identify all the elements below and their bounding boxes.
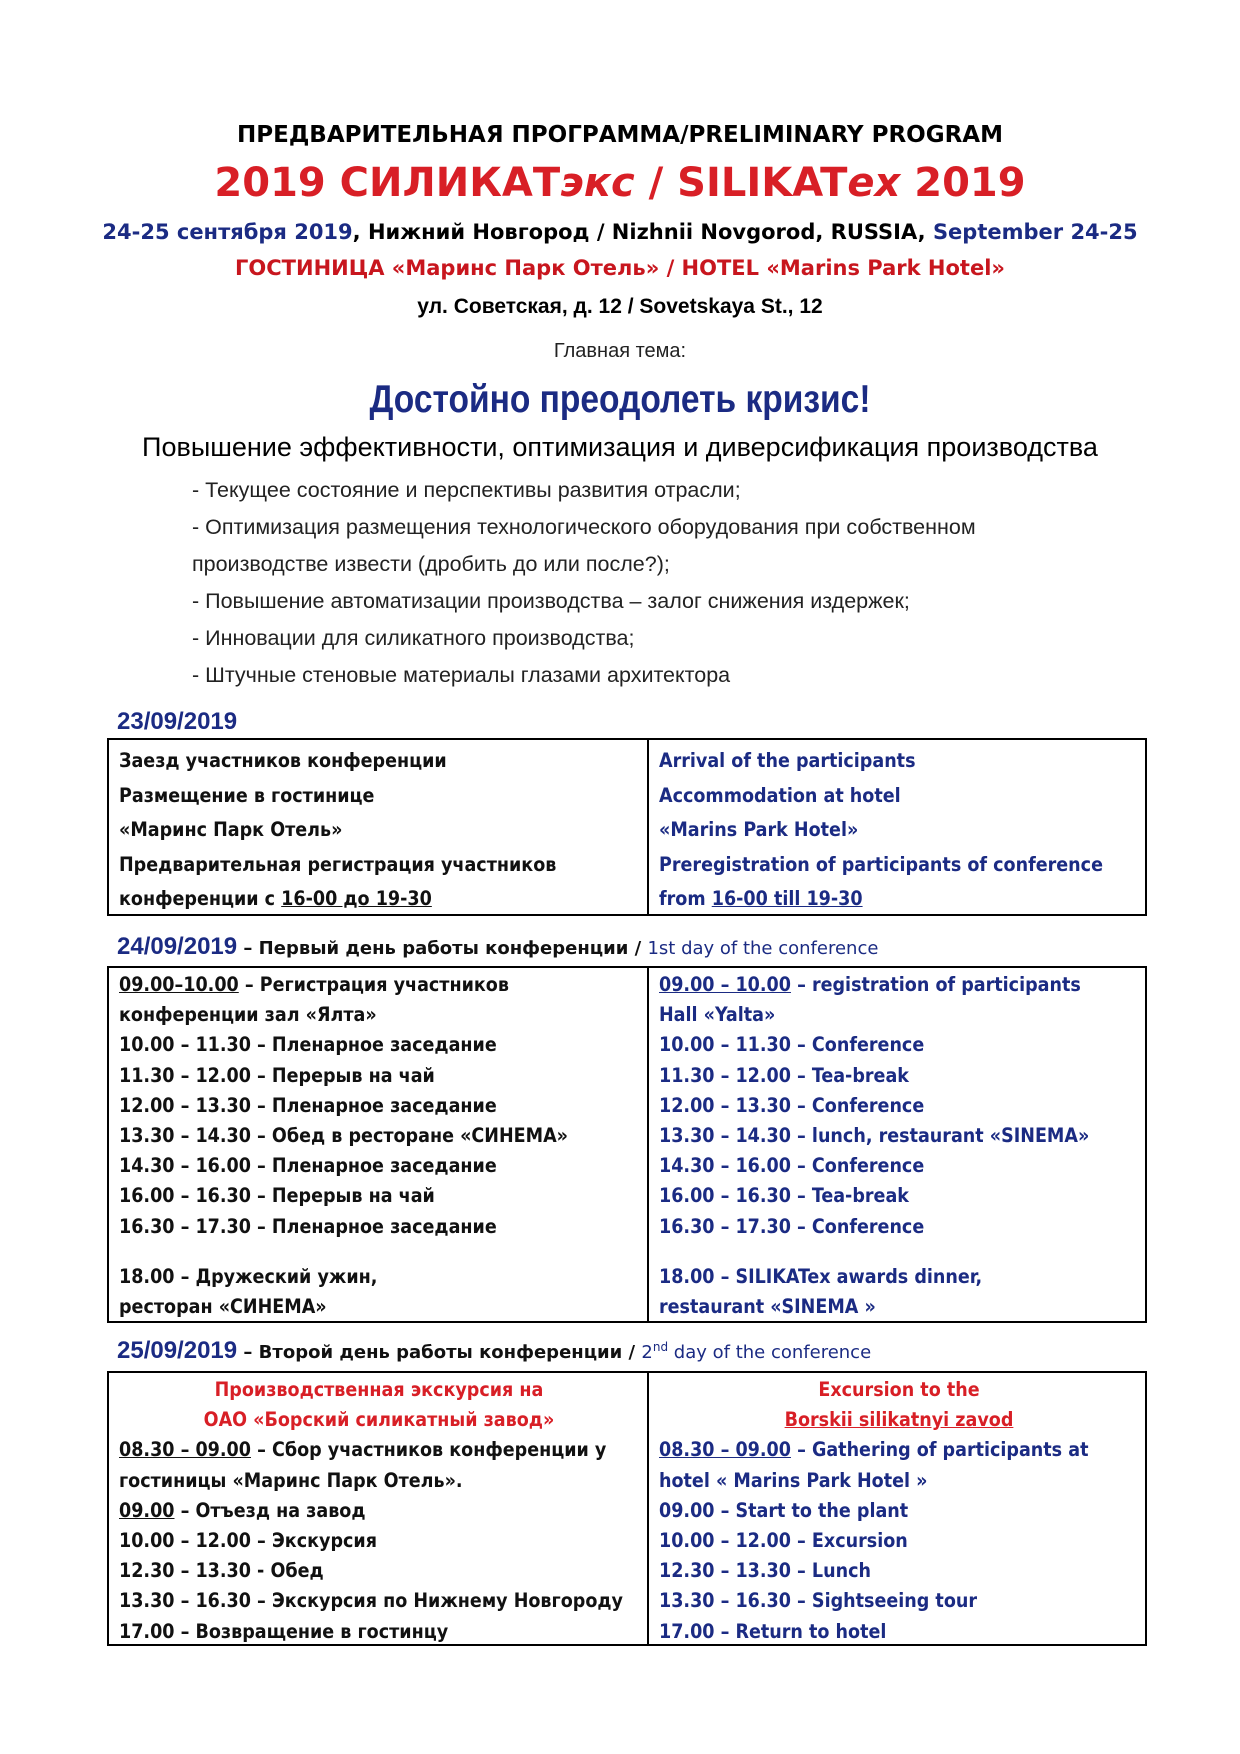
theme-label: Главная тема:: [553, 340, 687, 362]
topic-list: [192, 472, 1192, 694]
separator: –: [237, 938, 259, 959]
day1-heading: [117, 708, 237, 736]
schedule-row: 10.00 – 12.00 – Excursion: [659, 1529, 908, 1553]
topic-item: - Штучные стеновые материалы глазами архитектора: [192, 663, 731, 687]
schedule-row: 16.30 – 17.30 – Пленарное заседание: [119, 1214, 497, 1238]
separator: –: [237, 1342, 259, 1363]
topic-item: производстве извести (дробить до или после?);: [192, 552, 670, 576]
schedule-row: 16.00 – 16.30 – Перерыв на чай: [119, 1184, 435, 1208]
day1-table: [107, 738, 1147, 916]
day3-title-en: 2: [641, 1342, 653, 1363]
day2-heading: [117, 933, 878, 961]
schedule-row: 18.00 – Дружеский ужин,: [119, 1264, 378, 1288]
day3-title-ru: Второй день работы конференции /: [258, 1342, 642, 1363]
schedule-row: Accommodation at hotel: [659, 783, 901, 807]
schedule-row: 14.30 – 16.00 – Conference: [659, 1154, 925, 1178]
day2-ru-column: [119, 970, 639, 1322]
city: , Нижний Новгород / Nizhnii Novgorod, RUSSIA,: [352, 220, 933, 244]
row-text: from: [659, 887, 712, 910]
address-line: ул. Советская, д. 12 / Sovetskaya St., 12: [417, 295, 823, 318]
row-time: 09.00: [119, 1498, 175, 1522]
day1-ru-column: [119, 744, 639, 917]
schedule-row: 12.00 – 13.30 – Conference: [659, 1093, 925, 1117]
day2-date: 24/09/2019: [117, 933, 238, 960]
row-time: 16-00 до 19-30: [281, 887, 432, 910]
excursion-heading: [659, 1405, 1139, 1435]
schedule-row: ресторан «СИНЕМА»: [119, 1295, 327, 1319]
schedule-row: 13.30 – 16.30 – Экскурсия по Нижнему Новгороду: [119, 1589, 623, 1613]
column-divider: [647, 968, 649, 1321]
schedule-row: 18.00 – SILIKATex awards dinner,: [659, 1264, 983, 1288]
day2-title-en: 1st day of the conference: [647, 938, 879, 959]
day3-en-column: [659, 1375, 1139, 1647]
row-time: 16-00 till 19-30: [711, 887, 863, 910]
schedule-row: гостиницы «Маринс Парк Отель».: [119, 1468, 463, 1492]
schedule-row: hotel « Marins Park Hotel »: [659, 1468, 928, 1492]
schedule-row: конференции зал «Ялта»: [119, 1003, 377, 1027]
subtitle: Повышение эффективности, оптимизация и диверсификация производства: [142, 432, 1098, 462]
schedule-row: [659, 882, 1139, 917]
row-time: 09.00–10.00: [119, 973, 239, 996]
schedule-row: 12.00 – 13.30 – Пленарное заседание: [119, 1093, 497, 1117]
day3-ru-column: [119, 1375, 639, 1647]
row-text: – Сбор участников конференции у: [250, 1438, 607, 1462]
hotel-line: ГОСТИНИЦА «Маринс Парк Отель» / HOTEL «Marins Park Hotel»: [235, 256, 1005, 280]
schedule-row: Preregistration of participants of conference: [659, 852, 1103, 876]
schedule-row: [119, 970, 639, 1000]
schedule-row: 16.00 – 16.30 – Tea-break: [659, 1184, 909, 1208]
schedule-row: 13.30 – 14.30 – Обед в ресторане «СИНЕМА»: [119, 1124, 569, 1148]
row-text: – Gathering of participants at: [790, 1438, 1089, 1462]
column-divider: [647, 1373, 649, 1644]
excursion-heading: Excursion to the: [818, 1378, 980, 1401]
row-time: 09.00 – 10.00: [659, 973, 791, 996]
day3-title-en-sup: nd: [652, 1340, 669, 1354]
schedule-row: «Marins Park Hotel»: [659, 818, 859, 841]
day1-date: 23/09/2019: [117, 708, 238, 735]
row-text: – Регистрация участников: [238, 973, 509, 996]
schedule-row: 11.30 – 12.00 – Перерыв на чай: [119, 1063, 435, 1087]
schedule-row: 17.00 – Return to hotel: [659, 1619, 887, 1643]
title-part-italic: экс: [560, 160, 635, 206]
dates-line: [0, 220, 1240, 244]
schedule-row: 14.30 – 16.00 – Пленарное заседание: [119, 1154, 497, 1178]
schedule-row: Предварительная регистрация участников: [119, 852, 557, 876]
day3-date: 25/09/2019: [117, 1337, 238, 1364]
row-text: – registration of participants: [790, 973, 1081, 996]
main-title: [0, 160, 1240, 206]
day2-title-ru: Первый день работы конференции /: [258, 938, 648, 959]
schedule-row: Hall «Yalta»: [659, 1003, 776, 1027]
topic-item: - Оптимизация размещения технологического оборудования при собственном: [192, 515, 976, 539]
topic-item: - Повышение автоматизации производства – залог снижения издержек;: [192, 589, 910, 613]
schedule-row: [119, 1496, 639, 1526]
schedule-row: [659, 970, 1139, 1000]
schedule-row: 12.30 – 13.30 - Обед: [119, 1559, 324, 1583]
dates-en: September 24-25: [932, 220, 1138, 244]
schedule-row: Заезд участников конференции: [119, 749, 447, 772]
day1-en-column: [659, 744, 1139, 917]
column-divider: [647, 740, 649, 914]
schedule-row: 16.30 – 17.30 – Conference: [659, 1214, 925, 1238]
schedule-row: [119, 882, 639, 917]
schedule-row: restaurant «SINEMA »: [659, 1295, 876, 1319]
pre-title: ПРЕДВАРИТЕЛЬНАЯ ПРОГРАММА/PRELIMINARY PROGRAM: [237, 122, 1003, 148]
excursion-heading: Производственная экскурсия на: [214, 1378, 544, 1401]
row-time: 08.30 – 09.00: [119, 1438, 251, 1462]
day3-table: [107, 1371, 1147, 1646]
title-part-italic: ex: [847, 160, 901, 206]
topic-item: - Текущее состояние и перспективы развития отрасли;: [192, 478, 741, 502]
day3-heading: [117, 1337, 871, 1365]
schedule-row: Arrival of the participants: [659, 749, 916, 772]
schedule-row: «Маринс Парк Отель»: [119, 818, 343, 841]
row-text: – Отъезд на завод: [174, 1498, 366, 1522]
schedule-row: [659, 1435, 1139, 1465]
schedule-row: [119, 1435, 639, 1465]
schedule-row: 09.00 – Start to the plant: [659, 1498, 909, 1522]
schedule-row: 10.00 – 12.00 – Экскурсия: [119, 1529, 377, 1553]
title-part: 2019: [900, 160, 1026, 206]
day2-en-column: [659, 970, 1139, 1322]
row-text: конференции с: [119, 887, 282, 910]
dates-ru: 24-25 сентября 2019: [102, 220, 353, 244]
excursion-heading: ОАО «Борский силикатный завод»: [203, 1408, 555, 1432]
day3-title-en: day of the conference: [668, 1342, 872, 1363]
schedule-row: 12.30 – 13.30 – Lunch: [659, 1559, 871, 1583]
excursion-plant-name: Borskii silikatnyi zavod: [784, 1408, 1014, 1432]
schedule-row: 13.30 – 16.30 – Sightseeing tour: [659, 1589, 978, 1613]
title-part: 2019 СИЛИКАТ: [214, 160, 561, 206]
schedule-row: 17.00 – Возвращение в гостинцу: [119, 1619, 449, 1643]
row-time: 08.30 – 09.00: [659, 1438, 791, 1462]
day2-table: [107, 966, 1147, 1323]
title-part: / SILIKAT: [634, 160, 848, 206]
slogan: Достойно преодолеть кризис!: [369, 378, 871, 421]
schedule-row: Размещение в гостинице: [119, 783, 375, 807]
schedule-row: 10.00 – 11.30 – Conference: [659, 1033, 925, 1057]
topic-item: - Инновации для силикатного производства;: [192, 626, 635, 650]
schedule-row: 10.00 – 11.30 – Пленарное заседание: [119, 1033, 497, 1057]
schedule-row: 13.30 – 14.30 – lunch, restaurant «SINEMA»: [659, 1124, 1090, 1148]
schedule-row: 11.30 – 12.00 – Tea-break: [659, 1063, 909, 1087]
